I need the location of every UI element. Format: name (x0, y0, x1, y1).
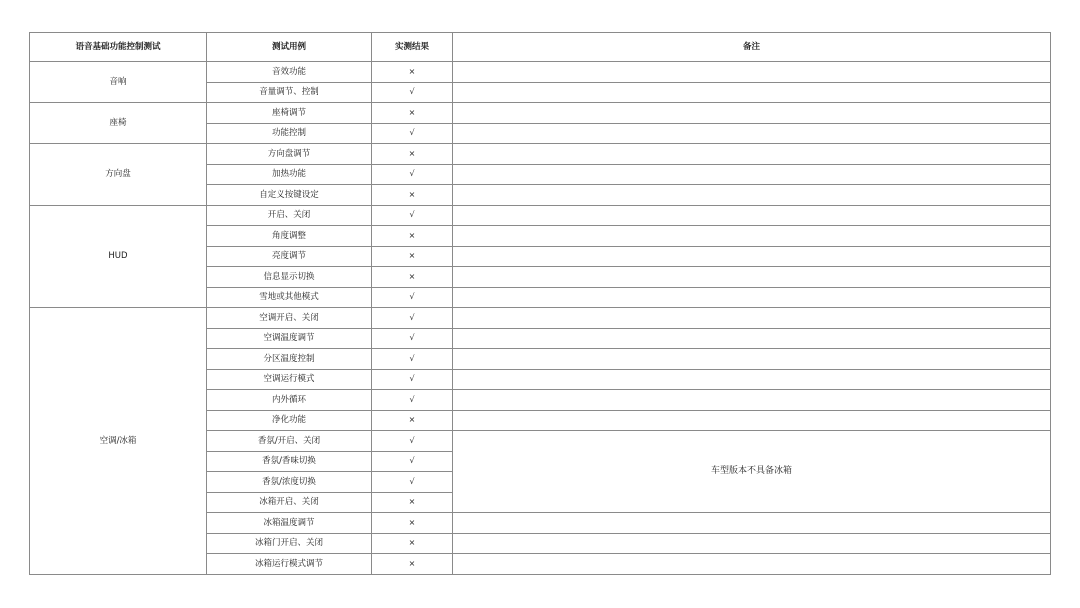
test-case-cell: 冰箱开启、关闭 (207, 492, 372, 513)
test-case-cell: 加热功能 (207, 164, 372, 185)
test-case-cell: 角度调整 (207, 226, 372, 247)
category-cell: 座椅 (30, 103, 207, 144)
header-actual-result: 实测结果 (372, 33, 453, 62)
test-case-cell: 香氛/香味切换 (207, 451, 372, 472)
voice-function-test-table (29, 32, 1051, 575)
test-case-cell: 分区温度控制 (207, 349, 372, 370)
remarks-cell (453, 349, 1051, 370)
table-row (30, 308, 1051, 329)
test-case-cell: 亮度调节 (207, 246, 372, 267)
result-cell: √ (372, 390, 453, 411)
remarks-cell (453, 287, 1051, 308)
result-cell: √ (372, 349, 453, 370)
test-case-cell: 香氛/浓度切换 (207, 472, 372, 493)
category-cell: HUD (30, 205, 207, 308)
remarks-cell (453, 554, 1051, 575)
result-cell: × (372, 103, 453, 124)
table-row (30, 62, 1051, 83)
remarks-cell (453, 226, 1051, 247)
test-case-cell: 冰箱运行模式调节 (207, 554, 372, 575)
result-cell: × (372, 267, 453, 288)
result-cell: √ (372, 451, 453, 472)
test-case-cell: 音效功能 (207, 62, 372, 83)
result-cell: √ (372, 431, 453, 452)
test-case-cell: 功能控制 (207, 123, 372, 144)
test-case-cell: 音量调节、控制 (207, 82, 372, 103)
remarks-cell (453, 205, 1051, 226)
header-remarks: 备注 (453, 33, 1051, 62)
category-cell: 方向盘 (30, 144, 207, 206)
result-cell: √ (372, 369, 453, 390)
result-cell: × (372, 62, 453, 83)
result-cell: × (372, 533, 453, 554)
remarks-cell-merged: 车型版本不具备冰箱 (453, 431, 1051, 513)
test-case-cell: 冰箱温度调节 (207, 513, 372, 534)
test-case-cell: 香氛/开启、关闭 (207, 431, 372, 452)
remarks-cell (453, 410, 1051, 431)
remarks-cell (453, 62, 1051, 83)
test-case-cell: 空调开启、关闭 (207, 308, 372, 329)
remarks-cell (453, 164, 1051, 185)
result-cell: √ (372, 287, 453, 308)
remarks-cell (453, 369, 1051, 390)
result-cell: √ (372, 205, 453, 226)
remarks-cell (453, 533, 1051, 554)
remarks-cell (453, 123, 1051, 144)
result-cell: × (372, 492, 453, 513)
result-cell: × (372, 226, 453, 247)
result-cell: × (372, 554, 453, 575)
result-cell: √ (372, 472, 453, 493)
table-row (30, 103, 1051, 124)
remarks-cell (453, 246, 1051, 267)
header-test-case: 测试用例 (207, 33, 372, 62)
test-case-cell: 信息显示切换 (207, 267, 372, 288)
test-case-cell: 空调温度调节 (207, 328, 372, 349)
test-case-cell: 冰箱门开启、关闭 (207, 533, 372, 554)
remarks-cell (453, 513, 1051, 534)
remarks-cell (453, 82, 1051, 103)
test-case-cell: 空调运行模式 (207, 369, 372, 390)
remarks-cell (453, 267, 1051, 288)
test-case-cell: 雪地或其他模式 (207, 287, 372, 308)
result-cell: √ (372, 82, 453, 103)
remarks-cell (453, 144, 1051, 165)
table-header-row (30, 33, 1051, 62)
result-cell: × (372, 246, 453, 267)
result-cell: √ (372, 123, 453, 144)
test-case-cell: 净化功能 (207, 410, 372, 431)
result-cell: × (372, 513, 453, 534)
test-case-cell: 开启、关闭 (207, 205, 372, 226)
table-body (30, 62, 1051, 575)
remarks-cell (453, 103, 1051, 124)
category-cell: 音响 (30, 62, 207, 103)
result-cell: × (372, 185, 453, 206)
test-case-cell: 座椅调节 (207, 103, 372, 124)
table-row (30, 205, 1051, 226)
remarks-cell (453, 390, 1051, 411)
category-cell: 空调/冰箱 (30, 308, 207, 575)
test-case-cell: 自定义按键设定 (207, 185, 372, 206)
result-cell: √ (372, 328, 453, 349)
result-cell: √ (372, 164, 453, 185)
header-test-category: 语音基础功能控制测试 (30, 33, 207, 62)
remarks-cell (453, 328, 1051, 349)
remarks-cell (453, 185, 1051, 206)
remarks-cell (453, 308, 1051, 329)
result-cell: × (372, 144, 453, 165)
table-row (30, 144, 1051, 165)
result-cell: × (372, 410, 453, 431)
result-cell: √ (372, 308, 453, 329)
test-case-cell: 内外循环 (207, 390, 372, 411)
test-case-cell: 方向盘调节 (207, 144, 372, 165)
